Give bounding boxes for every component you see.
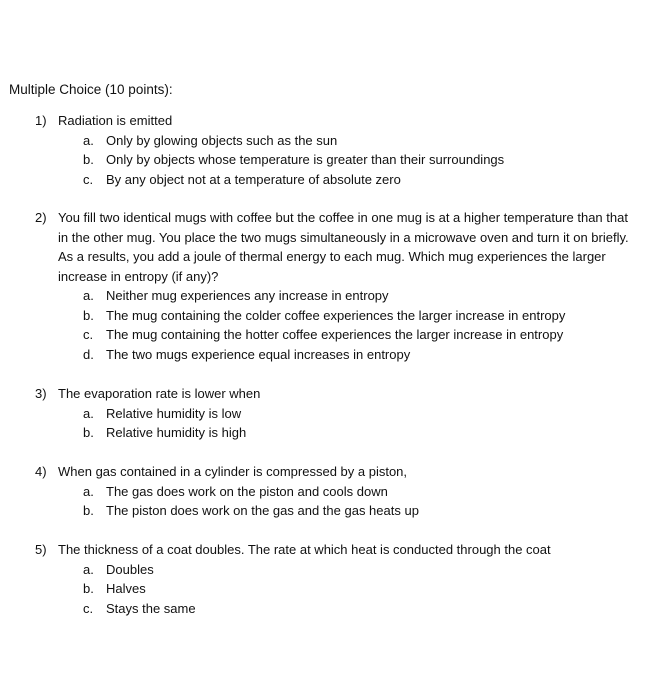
option-text: Only by objects whose temperature is greater than their surroundings [106,152,505,167]
option-letter: b. [83,307,94,323]
option-letter: b. [83,503,94,518]
option-text: Only by glowing objects such as the sun [106,132,338,148]
option-text: Doubles [106,561,154,577]
question-text: The thickness of a coat doubles. The rate at which heat is conducted through the coat [58,542,551,557]
option-text: Halves [106,581,146,596]
section-title: Multiple Choice (10 points): [9,82,173,97]
question-2 [35,208,635,364]
question-number: 2) [35,210,47,225]
option-letter: a. [83,483,94,499]
question-number: 5) [35,542,47,557]
option-letter: c. [83,327,94,342]
option-c [35,325,635,345]
option-a [35,404,635,424]
question-stem [35,111,635,131]
option-letter: b. [83,152,94,167]
option-d [35,345,635,365]
question-text: You fill two identical mugs with coffee but the coffee in one mug is at a higher temperature than that in the other mug. You place the two mugs simultaneously in a microwave oven and turn it on briefly. As a results, you add a joule of thermal energy to each mug. Which mug experiences the larger increase in entropy (if any)? [58,210,629,284]
option-list [35,131,635,190]
question-stem [35,462,635,482]
option-text: Neither mug experiences any increase in entropy [106,288,389,303]
question-stem [35,540,635,560]
question-stem [35,384,635,404]
option-b [35,306,635,326]
option-text: Relative humidity is high [106,425,247,440]
option-text: The piston does work on the gas and the gas heats up [106,503,419,518]
option-letter: c. [83,600,94,616]
option-letter: b. [83,581,94,596]
option-text: The mug containing the hotter coffee experiences the larger increase in entropy [106,327,564,342]
option-b [35,501,635,521]
question-number: 1) [35,113,47,128]
option-letter: b. [83,425,94,440]
option-c [35,170,635,190]
option-list [35,404,635,443]
question-5 [35,540,635,618]
option-text: The gas does work on the piston and cools down [106,483,388,499]
option-list [35,286,635,364]
question-stem [35,208,635,286]
option-text: By any object not at a temperature of absolute zero [106,171,401,187]
option-letter: c. [83,171,94,187]
option-letter: a. [83,288,94,303]
question-number: 4) [35,464,47,479]
option-text: The mug containing the colder coffee experiences the larger increase in entropy [106,307,566,323]
option-b [35,150,635,170]
option-letter: a. [83,561,94,577]
option-text: Stays the same [106,600,196,616]
option-a [35,560,635,580]
question-text: Radiation is emitted [58,113,173,128]
option-a [35,482,635,502]
question-4 [35,462,635,521]
option-b [35,423,635,443]
option-c [35,599,635,619]
option-b [35,579,635,599]
option-a [35,286,635,306]
question-3 [35,384,635,443]
question-text: When gas contained in a cylinder is compressed by a piston, [58,464,408,479]
option-list [35,560,635,619]
option-text: The two mugs experience equal increases in entropy [106,346,411,362]
question-text: The evaporation rate is lower when [58,386,261,401]
option-list [35,482,635,521]
option-letter: a. [83,405,94,421]
option-letter: a. [83,132,94,148]
question-1 [35,111,635,189]
option-a [35,131,635,151]
option-text: Relative humidity is low [106,405,242,421]
option-letter: d. [83,346,94,362]
question-number: 3) [35,386,47,401]
